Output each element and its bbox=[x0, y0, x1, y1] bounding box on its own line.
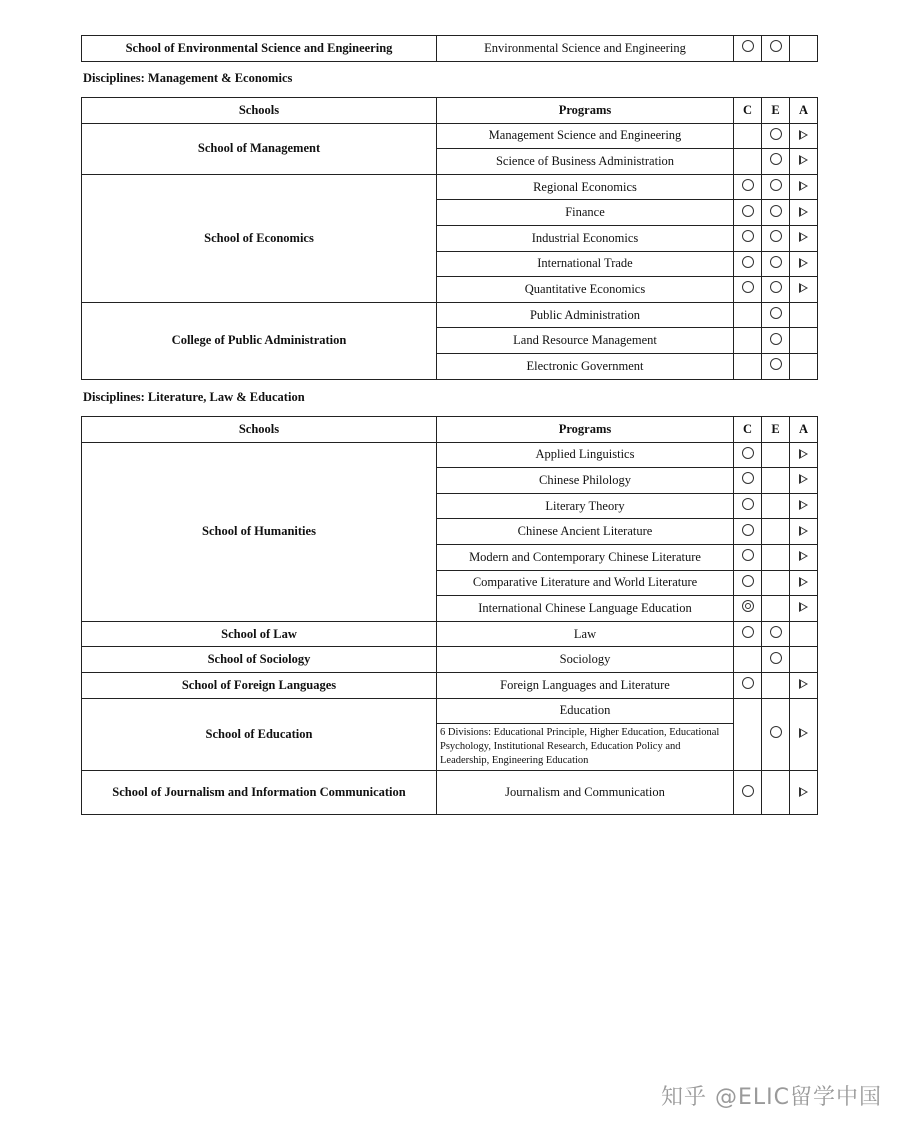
mark-cell-e bbox=[762, 328, 790, 354]
mark-cell-c bbox=[734, 442, 762, 468]
circle-icon bbox=[770, 652, 782, 664]
school-name: College of Public Administration bbox=[82, 302, 437, 379]
mark-cell-a bbox=[790, 123, 818, 149]
mark-cell-e bbox=[762, 468, 790, 494]
mark-cell-e bbox=[762, 442, 790, 468]
mark-cell-c bbox=[734, 149, 762, 175]
table-row bbox=[82, 36, 818, 62]
circle-icon bbox=[770, 205, 782, 217]
circle-icon bbox=[742, 256, 754, 268]
mark-cell-a bbox=[790, 302, 818, 328]
column-header-schools: Schools bbox=[82, 98, 437, 124]
program-name: International Chinese Language Education bbox=[437, 596, 734, 622]
mark-cell-c bbox=[734, 468, 762, 494]
circle-icon bbox=[742, 626, 754, 638]
table-row bbox=[82, 621, 818, 647]
circle-icon bbox=[742, 447, 754, 459]
triangle-icon bbox=[799, 551, 808, 561]
circle-icon bbox=[742, 205, 754, 217]
program-name: Journalism and Communication bbox=[437, 771, 734, 815]
header-row bbox=[82, 98, 818, 124]
circle-icon bbox=[742, 498, 754, 510]
mark-cell-a bbox=[790, 174, 818, 200]
mark-cell-e bbox=[762, 123, 790, 149]
mark-cell-c bbox=[734, 698, 762, 771]
table-row bbox=[82, 771, 818, 815]
mark-cell-a bbox=[790, 251, 818, 277]
section-label: Disciplines: Management & Economics bbox=[83, 71, 293, 85]
column-header-schools: Schools bbox=[82, 417, 437, 443]
circle-icon bbox=[742, 785, 754, 797]
program-name: Chinese Philology bbox=[437, 468, 734, 494]
mark-cell-e bbox=[762, 621, 790, 647]
school-name: School of Management bbox=[82, 123, 437, 174]
mark-cell-e bbox=[762, 672, 790, 698]
circle-icon bbox=[770, 128, 782, 140]
table-row bbox=[82, 672, 818, 698]
mark-cell-e bbox=[762, 149, 790, 175]
column-header-e: E bbox=[762, 98, 790, 124]
circle-icon bbox=[742, 524, 754, 536]
mark-cell-a bbox=[790, 493, 818, 519]
school-name: School of Journalism and Information Communication bbox=[82, 771, 437, 815]
program-name: Industrial Economics bbox=[437, 225, 734, 251]
mark-cell-a bbox=[790, 672, 818, 698]
circle-icon bbox=[770, 153, 782, 165]
mark-cell-a bbox=[790, 36, 818, 62]
mark-cell-c bbox=[734, 302, 762, 328]
mark-cell-e bbox=[762, 570, 790, 596]
program-name: Sociology bbox=[437, 647, 734, 673]
mark-cell-e bbox=[762, 519, 790, 545]
triangle-icon bbox=[799, 181, 808, 191]
mark-cell-c bbox=[734, 647, 762, 673]
school-name: School of Economics bbox=[82, 174, 437, 302]
mark-cell-e bbox=[762, 647, 790, 673]
program-name: Comparative Literature and World Literature bbox=[437, 570, 734, 596]
program-name: Quantitative Economics bbox=[437, 277, 734, 303]
circle-icon bbox=[770, 230, 782, 242]
circle-icon bbox=[770, 307, 782, 319]
mark-cell-e bbox=[762, 302, 790, 328]
mark-cell-c bbox=[734, 596, 762, 622]
mark-cell-e bbox=[762, 493, 790, 519]
circle-icon bbox=[742, 40, 754, 52]
circle-icon bbox=[770, 179, 782, 191]
mark-cell-a bbox=[790, 149, 818, 175]
school-name: School of Foreign Languages bbox=[82, 672, 437, 698]
circle-icon bbox=[742, 230, 754, 242]
circle-icon bbox=[742, 575, 754, 587]
triangle-icon bbox=[799, 283, 808, 293]
mark-cell-a bbox=[790, 544, 818, 570]
mark-cell-a bbox=[790, 200, 818, 226]
circle-icon bbox=[770, 256, 782, 268]
mark-cell-c bbox=[734, 544, 762, 570]
program-name: Environmental Science and Engineering bbox=[437, 36, 734, 62]
circle-icon bbox=[770, 281, 782, 293]
mark-cell-e bbox=[762, 200, 790, 226]
mark-cell-a bbox=[790, 519, 818, 545]
mark-cell-c bbox=[734, 36, 762, 62]
program-name: Public Administration bbox=[437, 302, 734, 328]
mark-cell-a bbox=[790, 698, 818, 771]
mark-cell-c bbox=[734, 519, 762, 545]
mark-cell-e bbox=[762, 353, 790, 379]
program-table bbox=[81, 35, 818, 62]
mark-cell-a bbox=[790, 328, 818, 354]
program-name: Regional Economics bbox=[437, 174, 734, 200]
header-row bbox=[82, 417, 818, 443]
mark-cell-a bbox=[790, 442, 818, 468]
circle-icon bbox=[742, 281, 754, 293]
column-header-a: A bbox=[790, 417, 818, 443]
program-name: Electronic Government bbox=[437, 353, 734, 379]
mark-cell-c bbox=[734, 328, 762, 354]
program-name: Modern and Contemporary Chinese Literature bbox=[437, 544, 734, 570]
program-table bbox=[81, 97, 818, 380]
mark-cell-c bbox=[734, 621, 762, 647]
mark-cell-a bbox=[790, 771, 818, 815]
triangle-icon bbox=[799, 787, 808, 797]
circle-icon bbox=[742, 179, 754, 191]
triangle-icon bbox=[799, 602, 808, 612]
triangle-icon bbox=[799, 155, 808, 165]
triangle-icon bbox=[799, 258, 808, 268]
table-row bbox=[82, 442, 818, 468]
watermark: 知乎 @ELIC留学中国 bbox=[660, 1085, 882, 1110]
mark-cell-c bbox=[734, 251, 762, 277]
program-name: Management Science and Engineering bbox=[437, 123, 734, 149]
mark-cell-e bbox=[762, 277, 790, 303]
program-name: Land Resource Management bbox=[437, 328, 734, 354]
mark-cell-a bbox=[790, 277, 818, 303]
column-header-e: E bbox=[762, 417, 790, 443]
mark-cell-c bbox=[734, 672, 762, 698]
mark-cell-a bbox=[790, 621, 818, 647]
table-row bbox=[82, 698, 818, 724]
program-name: Education bbox=[437, 698, 734, 724]
mark-cell-c bbox=[734, 277, 762, 303]
program-name: Finance bbox=[437, 200, 734, 226]
mark-cell-c bbox=[734, 174, 762, 200]
mark-cell-e bbox=[762, 36, 790, 62]
school-name: School of Education bbox=[82, 698, 437, 771]
circle-icon bbox=[742, 472, 754, 484]
mark-cell-a bbox=[790, 570, 818, 596]
triangle-icon bbox=[799, 577, 808, 587]
column-header-programs: Programs bbox=[437, 417, 734, 443]
column-header-c: C bbox=[734, 417, 762, 443]
circle-icon bbox=[742, 677, 754, 689]
mark-cell-e bbox=[762, 174, 790, 200]
mark-cell-c bbox=[734, 493, 762, 519]
triangle-icon bbox=[799, 207, 808, 217]
triangle-icon bbox=[799, 474, 808, 484]
program-name: 6 Divisions: Educational Principle, Higher Education, Educational Psychology, Institutional Research, Education Policy and Leadership, Engineering Education bbox=[437, 724, 734, 771]
double-circle-icon bbox=[742, 600, 754, 612]
mark-cell-a bbox=[790, 468, 818, 494]
section-label: Disciplines: Literature, Law & Education bbox=[83, 390, 305, 404]
mark-cell-e bbox=[762, 225, 790, 251]
table-row bbox=[82, 174, 818, 200]
triangle-icon bbox=[799, 130, 808, 140]
mark-cell-e bbox=[762, 596, 790, 622]
program-name: Science of Business Administration bbox=[437, 149, 734, 175]
triangle-icon bbox=[799, 449, 808, 459]
mark-cell-c bbox=[734, 225, 762, 251]
program-table bbox=[81, 416, 818, 815]
triangle-icon bbox=[799, 232, 808, 242]
circle-icon bbox=[742, 549, 754, 561]
program-name: Law bbox=[437, 621, 734, 647]
triangle-icon bbox=[799, 500, 808, 510]
triangle-icon bbox=[799, 679, 808, 689]
circle-icon bbox=[770, 40, 782, 52]
program-name: Applied Linguistics bbox=[437, 442, 734, 468]
mark-cell-e bbox=[762, 771, 790, 815]
mark-cell-a bbox=[790, 596, 818, 622]
circle-icon bbox=[770, 333, 782, 345]
school-name: School of Humanities bbox=[82, 442, 437, 621]
mark-cell-e bbox=[762, 251, 790, 277]
mark-cell-e bbox=[762, 544, 790, 570]
school-name: School of Law bbox=[82, 621, 437, 647]
circle-icon bbox=[770, 726, 782, 738]
program-name: Foreign Languages and Literature bbox=[437, 672, 734, 698]
program-name: Literary Theory bbox=[437, 493, 734, 519]
table-row bbox=[82, 123, 818, 149]
table-row bbox=[82, 647, 818, 673]
triangle-icon bbox=[799, 526, 808, 536]
triangle-icon bbox=[799, 728, 808, 738]
column-header-c: C bbox=[734, 98, 762, 124]
mark-cell-a bbox=[790, 353, 818, 379]
mark-cell-a bbox=[790, 647, 818, 673]
school-name: School of Environmental Science and Engineering bbox=[82, 36, 437, 62]
column-header-a: A bbox=[790, 98, 818, 124]
table-row bbox=[82, 302, 818, 328]
mark-cell-c bbox=[734, 570, 762, 596]
mark-cell-e bbox=[762, 698, 790, 771]
mark-cell-c bbox=[734, 200, 762, 226]
column-header-programs: Programs bbox=[437, 98, 734, 124]
program-name: International Trade bbox=[437, 251, 734, 277]
circle-icon bbox=[770, 626, 782, 638]
program-name: Chinese Ancient Literature bbox=[437, 519, 734, 545]
mark-cell-c bbox=[734, 123, 762, 149]
circle-icon bbox=[770, 358, 782, 370]
mark-cell-a bbox=[790, 225, 818, 251]
school-name: School of Sociology bbox=[82, 647, 437, 673]
mark-cell-c bbox=[734, 353, 762, 379]
mark-cell-c bbox=[734, 771, 762, 815]
